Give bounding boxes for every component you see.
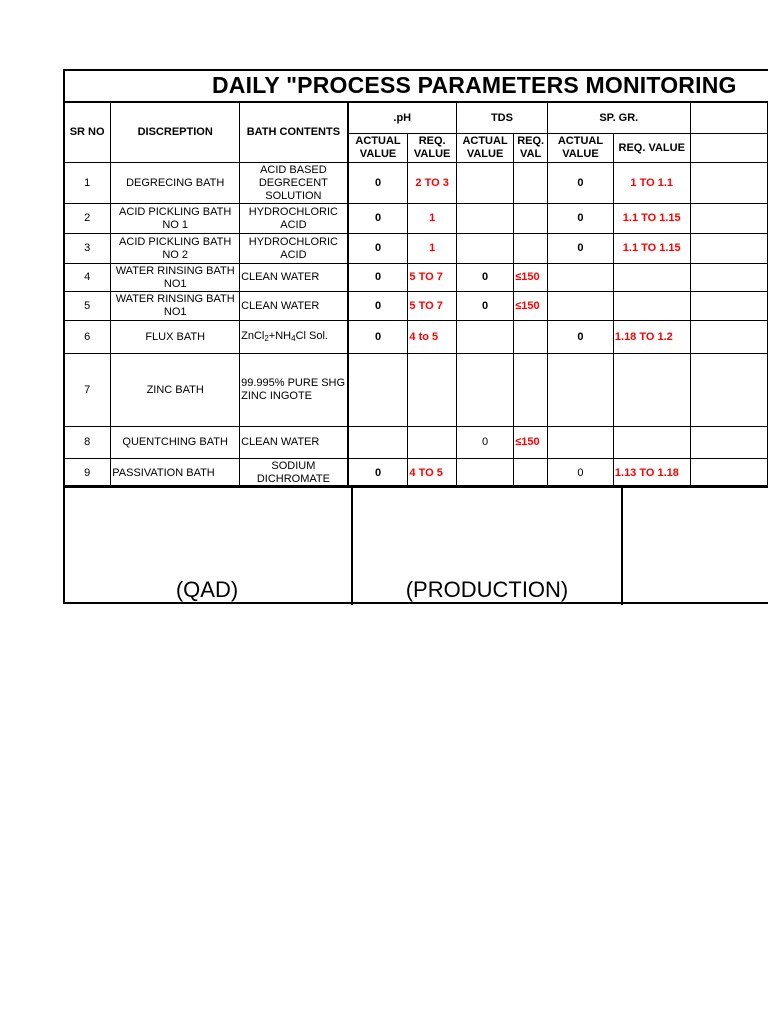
ph-req-cell: 4 to 5 [408, 321, 456, 354]
header-description: DISCREPTION [111, 103, 240, 163]
table-row [64, 354, 768, 427]
ph-req-cell: 1 [408, 234, 456, 264]
ph-req-cell [408, 354, 456, 427]
sheet-title: DAILY "PROCESS PARAMETERS MONITORING [63, 69, 768, 103]
header-ph-actual: ACTUAL VALUE [348, 134, 408, 163]
tds-actual-cell: 0 [456, 264, 513, 292]
sg-actual-cell: 0 [548, 321, 614, 354]
header-tds-actual: ACTUAL VALUE [456, 134, 513, 163]
ph-actual-cell: 0 [348, 234, 408, 264]
tds-actual-cell [456, 163, 513, 204]
bath-contents-cell: CLEAN WATER [240, 427, 348, 459]
extra-cell [690, 204, 767, 234]
bath-contents-cell: CLEAN WATER [240, 292, 348, 321]
bath-contents-cell: ACID BASED DEGRECENT SOLUTION [240, 163, 348, 204]
description-cell: ACID PICKLING BATH NO 1 [111, 204, 240, 234]
sg-req-cell: 1 TO 1.1 [613, 163, 690, 204]
sr-no-cell: 6 [64, 321, 111, 354]
qad-signature-box [63, 487, 353, 605]
header-extra-sub [690, 134, 767, 163]
bath-contents-cell: CLEAN WATER [240, 264, 348, 292]
table-row [64, 292, 768, 321]
bath-contents-cell: HYDROCHLORIC ACID [240, 234, 348, 264]
sg-req-cell: 1.1 TO 1.15 [613, 204, 690, 234]
sg-req-cell [613, 427, 690, 459]
header-bath-contents: BATH CONTENTS [240, 103, 348, 163]
extra-cell [690, 321, 767, 354]
header-tds-req: REQ. VAL [514, 134, 548, 163]
description-cell: ACID PICKLING BATH NO 2 [111, 234, 240, 264]
signature-area [63, 485, 768, 605]
ph-actual-cell: 0 [348, 264, 408, 292]
table-row [64, 204, 768, 234]
tds-req-cell: ≤150 [514, 292, 548, 321]
production-label: (PRODUCTION) [405, 577, 569, 602]
sr-no-cell: 3 [64, 234, 111, 264]
bath-contents-cell: HYDROCHLORIC ACID [240, 204, 348, 234]
header-extra [690, 103, 767, 134]
header-tds: TDS [456, 103, 547, 134]
ph-actual-cell: 0 [348, 459, 408, 488]
ph-req-cell: 5 TO 7 [408, 292, 456, 321]
ph-req-cell: 4 TO 5 [408, 459, 456, 488]
ph-actual-cell [348, 354, 408, 427]
bath-contents-text: +NH [268, 329, 292, 342]
sg-req-cell: 1.1 TO 1.15 [613, 234, 690, 264]
third-signature-box [623, 487, 768, 605]
tds-actual-cell: 0 [456, 427, 513, 459]
tds-actual-cell [456, 204, 513, 234]
tds-req-cell [514, 234, 548, 264]
sr-no-cell: 1 [64, 163, 111, 204]
bath-contents-cell: 99.995% PURE SHG ZINC INGOTE [240, 354, 348, 427]
tds-req-cell [514, 321, 548, 354]
process-parameters-sheet [63, 69, 768, 605]
extra-cell [690, 427, 767, 459]
tds-req-cell [514, 204, 548, 234]
tds-actual-cell [456, 459, 513, 488]
sg-actual-cell: 0 [548, 459, 614, 488]
sr-no-cell: 9 [64, 459, 111, 488]
description-cell: WATER RINSING BATH NO1 [111, 264, 240, 292]
extra-cell [690, 292, 767, 321]
header-sg-actual: ACTUAL VALUE [548, 134, 614, 163]
bath-contents-cell: SODIUM DICHROMATE [240, 459, 348, 488]
tds-req-cell [514, 163, 548, 204]
extra-cell [690, 163, 767, 204]
sr-no-cell: 5 [64, 292, 111, 321]
extra-cell [690, 354, 767, 427]
bath-contents-text: ZnCl [241, 329, 265, 342]
description-cell: ZINC BATH [111, 354, 240, 427]
production-signature-box [353, 487, 623, 605]
ph-actual-cell [348, 427, 408, 459]
subscript-text: 4 [291, 333, 296, 343]
sr-no-cell: 7 [64, 354, 111, 427]
description-cell: PASSIVATION BATH [111, 459, 240, 488]
sr-no-cell: 2 [64, 204, 111, 234]
bath-contents-text: Cl Sol. [295, 329, 328, 342]
sg-actual-cell: 0 [548, 204, 614, 234]
description-cell: DEGRECING BATH [111, 163, 240, 204]
sg-actual-cell [548, 264, 614, 292]
extra-cell [690, 234, 767, 264]
bath-contents-cell [240, 321, 348, 354]
sg-actual-cell [548, 292, 614, 321]
ph-req-cell: 5 TO 7 [408, 264, 456, 292]
sg-req-cell: 1.18 TO 1.2 [613, 321, 690, 354]
tds-req-cell [514, 354, 548, 427]
ph-req-cell: 1 [408, 204, 456, 234]
sg-req-cell: 1.13 TO 1.18 [613, 459, 690, 488]
table-row [64, 163, 768, 204]
ph-actual-cell: 0 [348, 163, 408, 204]
sg-req-cell [613, 292, 690, 321]
table-row [64, 264, 768, 292]
parameters-table [63, 102, 768, 488]
table-row [64, 427, 768, 459]
ph-req-cell: 2 TO 3 [408, 163, 456, 204]
tds-req-cell: ≤150 [514, 427, 548, 459]
description-cell: QUENTCHING BATH [111, 427, 240, 459]
header-ph-req: REQ. VALUE [408, 134, 456, 163]
header-sg-req: REQ. VALUE [613, 134, 690, 163]
tds-req-cell [514, 459, 548, 488]
table-row [64, 234, 768, 264]
extra-cell [690, 459, 767, 488]
sr-no-cell: 8 [64, 427, 111, 459]
header-sr-no: SR NO [64, 103, 111, 163]
ph-actual-cell: 0 [348, 292, 408, 321]
sg-actual-cell [548, 354, 614, 427]
header-ph: .pH [348, 103, 457, 134]
table-row [64, 321, 768, 354]
ph-actual-cell: 0 [348, 321, 408, 354]
sg-actual-cell: 0 [548, 163, 614, 204]
ph-actual-cell: 0 [348, 204, 408, 234]
header-sp-gr: SP. GR. [548, 103, 691, 134]
table-row [64, 459, 768, 488]
qad-label: (QAD) [175, 577, 239, 602]
sg-actual-cell: 0 [548, 234, 614, 264]
sg-actual-cell [548, 427, 614, 459]
extra-cell [690, 264, 767, 292]
tds-actual-cell [456, 354, 513, 427]
sr-no-cell: 4 [64, 264, 111, 292]
subscript-text: 2 [264, 333, 269, 343]
tds-actual-cell: 0 [456, 292, 513, 321]
tds-actual-cell [456, 234, 513, 264]
description-cell: FLUX BATH [111, 321, 240, 354]
tds-req-cell: ≤150 [514, 264, 548, 292]
description-cell: WATER RINSING BATH NO1 [111, 292, 240, 321]
sg-req-cell [613, 264, 690, 292]
ph-req-cell [408, 427, 456, 459]
sg-req-cell [613, 354, 690, 427]
tds-actual-cell [456, 321, 513, 354]
